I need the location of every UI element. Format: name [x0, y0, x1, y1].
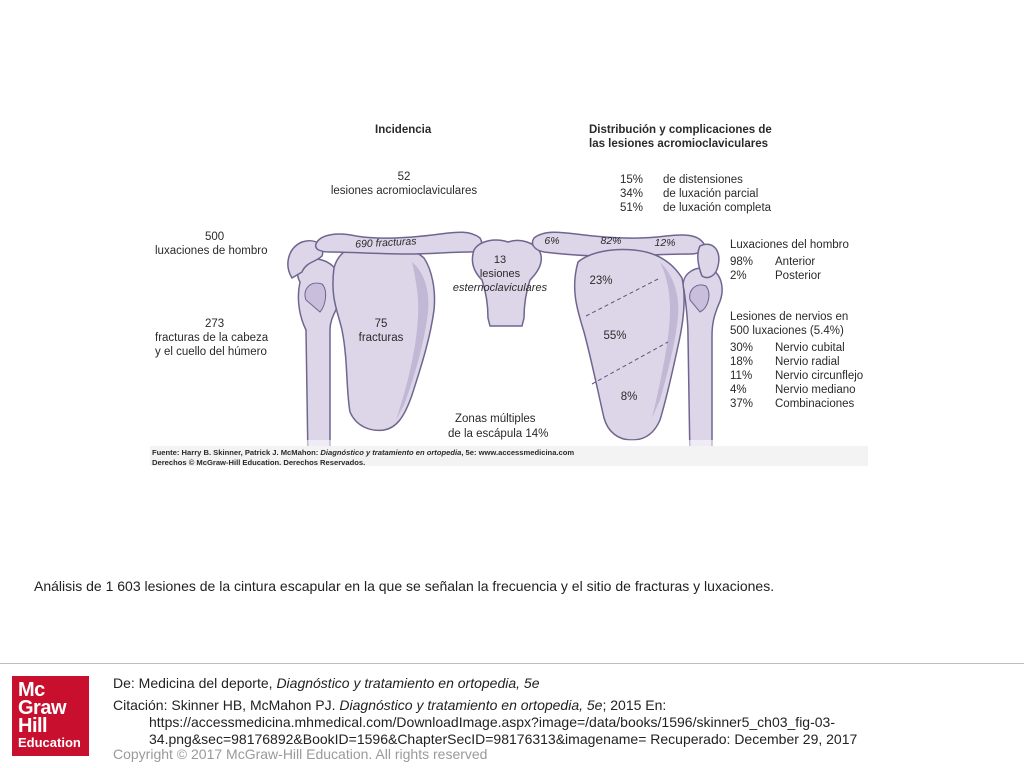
ac-label: lesiones acromioclaviculares: [330, 185, 478, 197]
source-line2: Derechos © McGraw-Hill Education. Derechos Reservados.: [152, 458, 366, 467]
nerve-label-1: Nervio radial: [775, 356, 840, 368]
ac-dist-label-1: de luxación parcial: [663, 188, 759, 200]
cite-url-line1[interactable]: https://accessmedicina.mhmedical.com/DownloadImage.aspx?image=/data/books/1596/skinner5_ch03_fig-03-: [149, 714, 835, 730]
figure-caption: Análisis de 1 603 lesiones de la cintura escapular en la que se señalan la frecuencia y el sitio de fracturas y luxaciones.: [34, 578, 775, 594]
humerus-fractures-line2: y el cuello del húmero: [155, 346, 267, 358]
right-acromion: [698, 244, 719, 277]
sternoclavicular-line2: esternoclaviculares: [452, 282, 548, 294]
shoulder-dislocations-count: 500: [205, 231, 225, 243]
logo-line1: Mc: [18, 679, 45, 701]
nerve-label-3: Nervio mediano: [775, 384, 856, 396]
sternoclavicular-line1: lesiones: [479, 268, 521, 280]
source-line1-prefix: Fuente: Harry B. Skinner, Patrick J. McMahon:: [152, 448, 321, 457]
cite-suffix: ; 2015 En:: [602, 697, 667, 713]
clavicle-fractures-label: 690 fracturas: [354, 235, 417, 251]
nerve-title-line2: 500 luxaciones (5.4%): [730, 325, 844, 337]
nerve-label-4: Combinaciones: [775, 398, 855, 410]
ac-dist-pct-2: 51%: [620, 202, 644, 214]
right-title-line2: las lesiones acromioclaviculares: [589, 138, 768, 150]
shoulder-luxation-pct-1: 2%: [730, 270, 747, 282]
cite-prefix: Citación: Skinner HB, McMahon PJ.: [113, 697, 340, 713]
source-line1: [152, 448, 574, 457]
ac-dist-label-2: de luxación completa: [663, 202, 772, 214]
mcgraw-hill-logo: [12, 676, 89, 756]
shoulder-luxation-label-1: Posterior: [775, 270, 822, 282]
humerus-fractures-count: 273: [205, 318, 225, 330]
footer-copyright: Copyright © 2017 McGraw-Hill Education. All rights reserved: [113, 746, 488, 762]
shoulder-luxation-pct-0: 98%: [730, 256, 754, 268]
humerus-fractures-line1: fracturas de la cabeza: [155, 332, 269, 344]
nerve-title-line1: Lesiones de nervios en: [730, 311, 849, 323]
clavicle-zone-middle: 82%: [600, 235, 622, 247]
nerve-label-0: Nervio cubital: [775, 342, 845, 354]
cite-url-line2: 34.png&sec=98176892&BookID=1596&ChapterSecID=98176313&imagename= Recuperado: December 29, 2017: [149, 731, 858, 747]
shoulder-luxation-title: Luxaciones del hombro: [730, 239, 849, 251]
footer-from-prefix: De: Medicina del deporte,: [113, 675, 277, 691]
left-title: Incidencia: [375, 124, 432, 136]
ac-distribution-list: [620, 174, 772, 214]
logo-line2: Graw: [18, 697, 67, 719]
shoulder-dislocations-label: luxaciones de hombro: [155, 245, 268, 257]
footer-from-title: Diagnóstico y tratamiento en ortopedia, 5e: [276, 675, 540, 691]
scapula-label: fracturas: [358, 332, 404, 344]
nerve-pct-4: 37%: [730, 398, 754, 410]
footer-divider: [0, 663, 1024, 664]
ac-count: 52: [397, 171, 411, 183]
clavicle-zone-medial: 6%: [544, 235, 560, 247]
sternoclavicular-count: 13: [493, 254, 507, 266]
scapula-zone-bottom: 8%: [620, 391, 638, 403]
cite-title: Diagnóstico y tratamiento en ortopedia, 5e: [339, 697, 603, 713]
multiple-zones-line1: Zonas múltiples: [455, 413, 536, 425]
scapula-count: 75: [374, 318, 388, 330]
nerve-pct-0: 30%: [730, 342, 754, 354]
shoulder-luxation-label-0: Anterior: [775, 256, 816, 268]
nerve-injury-list: [730, 342, 863, 410]
source-line1-suffix: , 5e: www.accessmedicina.com: [461, 448, 575, 457]
ac-dist-label-0: de distensiones: [663, 174, 743, 186]
logo-line4: Education: [18, 735, 81, 750]
right-title-line1: Distribución y complicaciones de: [589, 124, 772, 136]
nerve-pct-3: 4%: [730, 384, 747, 396]
ac-dist-pct-1: 34%: [620, 188, 644, 200]
source-line1-title: Diagnóstico y tratamiento en ortopedia: [320, 448, 462, 457]
logo-line3: Hill: [18, 715, 48, 737]
nerve-pct-1: 18%: [730, 356, 754, 368]
scapula-zone-top: 23%: [589, 275, 613, 287]
scapula-zone-middle: 55%: [603, 330, 627, 342]
footer-source: [113, 675, 539, 691]
ac-dist-pct-0: 15%: [620, 174, 644, 186]
footer-citation: [113, 697, 993, 748]
clavicle-zone-lateral: 12%: [654, 237, 676, 249]
multiple-zones-line2: de la escápula 14%: [448, 428, 549, 440]
nerve-pct-2: 11%: [730, 370, 753, 382]
nerve-label-2: Nervio circunflejo: [775, 370, 864, 382]
